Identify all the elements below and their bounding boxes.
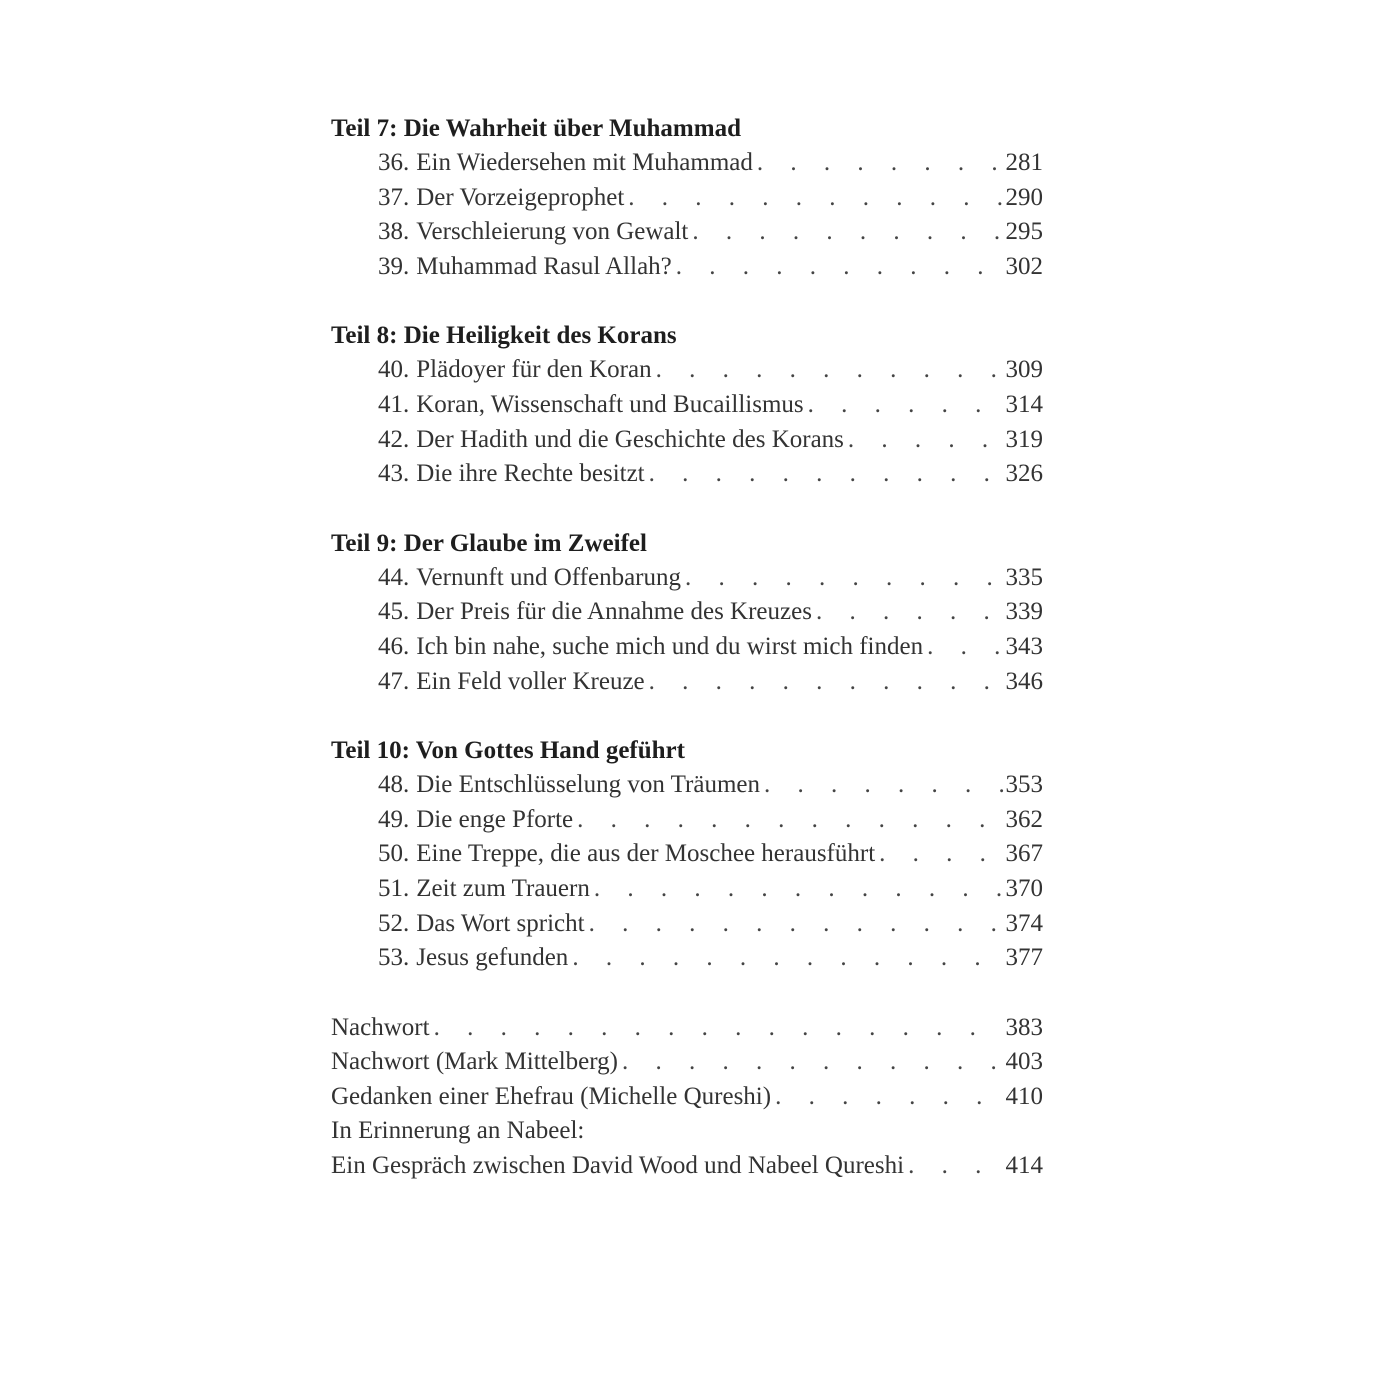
- chapter-number: 37.: [378, 183, 410, 211]
- dot-leader: [688, 215, 1003, 250]
- part-10: [331, 734, 1043, 976]
- chapter-title: Die Entschlüsselung von Träumen: [416, 771, 760, 799]
- dot-leader: [760, 768, 1004, 803]
- toc-entry[interactable]: [331, 215, 1043, 250]
- page-number: 339: [1005, 598, 1043, 626]
- chapter-number: 41.: [378, 390, 410, 418]
- dot-leader: [645, 665, 1004, 700]
- chapter-title: Verschleierung von Gewalt: [416, 218, 689, 246]
- page-number: 362: [1005, 805, 1043, 833]
- page-number: 343: [1005, 632, 1043, 660]
- toc-entry[interactable]: [331, 837, 1043, 872]
- page-number: 314: [1005, 390, 1043, 418]
- chapter-number: 46.: [378, 632, 410, 660]
- dot-leader: [652, 353, 1004, 388]
- part-title: Teil 10: Von Gottes Hand geführt: [331, 737, 685, 765]
- dot-leader: [568, 941, 1003, 976]
- toc-entry[interactable]: [331, 595, 1043, 630]
- chapter-title: Der Vorzeigeprophet: [416, 183, 625, 211]
- page-number: 319: [1005, 425, 1043, 453]
- entry-title: Nachwort (Mark Mittelberg): [331, 1048, 618, 1076]
- part-7: [331, 112, 1043, 284]
- page-number: 326: [1005, 460, 1043, 488]
- dot-leader: [771, 1080, 1003, 1115]
- chapter-title: Der Hadith und die Geschichte des Korans: [416, 425, 844, 453]
- chapter-number: 44.: [378, 563, 410, 591]
- dot-leader: [430, 1011, 1004, 1046]
- toc-entry[interactable]: [331, 872, 1043, 907]
- dot-leader: [645, 457, 1004, 492]
- chapter-title: Koran, Wissenschaft und Bucaillismus: [416, 390, 804, 418]
- toc-entry[interactable]: [331, 250, 1043, 285]
- chapter-number: 45.: [378, 598, 410, 626]
- part-8: [331, 319, 1043, 491]
- page-number: 309: [1005, 356, 1043, 384]
- page-number: 414: [1005, 1152, 1043, 1180]
- part-9: [331, 527, 1043, 699]
- page-number: 346: [1005, 667, 1043, 695]
- chapter-number: 52.: [378, 909, 410, 937]
- toc-entry[interactable]: [331, 630, 1043, 665]
- page-number: 403: [1005, 1048, 1043, 1076]
- page-number: 374: [1005, 909, 1043, 937]
- erinnerung-label: In Erinnerung an Nabeel:: [331, 1117, 585, 1145]
- chapter-number: 53.: [378, 944, 410, 972]
- page-number: 302: [1005, 252, 1043, 280]
- chapter-title: Eine Treppe, die aus der Moschee herausführt: [416, 840, 876, 868]
- chapter-title: Ein Feld voller Kreuze: [416, 667, 645, 695]
- chapter-title: Ich bin nahe, suche mich und du wirst mich finden: [416, 632, 924, 660]
- chapter-title: Der Preis für die Annahme des Kreuzes: [416, 598, 812, 626]
- dot-leader: [844, 423, 1004, 458]
- chapter-title: Das Wort spricht: [416, 909, 585, 937]
- toc-entry[interactable]: [331, 146, 1043, 181]
- dot-leader: [624, 181, 1003, 216]
- part-title: Teil 8: Die Heiligkeit des Korans: [331, 322, 677, 350]
- chapter-title: Die enge Pforte: [416, 805, 574, 833]
- chapter-title: Plädoyer für den Koran: [416, 356, 652, 384]
- dot-leader: [618, 1045, 1004, 1080]
- page-number: 281: [1005, 149, 1043, 176]
- chapter-number: 36.: [378, 149, 410, 176]
- page-number: 370: [1005, 874, 1043, 902]
- toc-entry[interactable]: [331, 423, 1043, 458]
- toc-entry[interactable]: [331, 561, 1043, 596]
- chapter-number: 47.: [378, 667, 410, 695]
- back-matter: [331, 1011, 1043, 1184]
- toc-entry[interactable]: [331, 181, 1043, 216]
- table-of-contents: [331, 112, 1043, 1219]
- entry-title: Gedanken einer Ehefrau (Michelle Qureshi): [331, 1082, 772, 1110]
- toc-entry[interactable]: [331, 388, 1043, 423]
- dot-leader: [681, 561, 1004, 596]
- chapter-number: 51.: [378, 874, 410, 902]
- chapter-number: 38.: [378, 218, 410, 246]
- page-number: 383: [1005, 1013, 1043, 1041]
- toc-entry[interactable]: [331, 907, 1043, 942]
- entry-title: Ein Gespräch zwischen David Wood und Nabeel Qureshi: [331, 1152, 905, 1180]
- toc-entry[interactable]: [331, 665, 1043, 700]
- toc-entry-gedanken[interactable]: [331, 1080, 1043, 1115]
- chapter-title: Die ihre Rechte besitzt: [416, 460, 645, 488]
- chapter-number: 48.: [378, 771, 410, 799]
- dot-leader: [590, 872, 1004, 907]
- toc-entry-nachwort-mark[interactable]: [331, 1045, 1043, 1080]
- chapter-number: 50.: [378, 840, 410, 868]
- page-number: 295: [1005, 218, 1043, 246]
- dot-leader: [812, 595, 1004, 630]
- page-number: 367: [1005, 840, 1043, 868]
- part-title: Teil 9: Der Glaube im Zweifel: [331, 529, 647, 557]
- toc-entry[interactable]: [331, 353, 1043, 388]
- chapter-title: Jesus gefunden: [416, 944, 569, 972]
- toc-entry-gespraech[interactable]: [331, 1149, 1043, 1184]
- dot-leader: [875, 837, 1003, 872]
- chapter-number: 43.: [378, 460, 410, 488]
- chapter-number: 39.: [378, 252, 410, 280]
- chapter-title: Ein Wiedersehen mit Muhammad: [416, 149, 753, 176]
- toc-entry[interactable]: [331, 941, 1043, 976]
- chapter-title: Zeit zum Trauern: [416, 874, 590, 902]
- chapter-number: 42.: [378, 425, 410, 453]
- part-title: Teil 7: Die Wahrheit über Muhammad: [331, 115, 741, 142]
- entry-title: Nachwort: [331, 1013, 430, 1041]
- chapter-title: Vernunft und Offenbarung: [416, 563, 681, 591]
- dot-leader: [573, 803, 1003, 838]
- page-number: 410: [1005, 1082, 1043, 1110]
- chapter-number: 49.: [378, 805, 410, 833]
- page-number: 290: [1005, 183, 1043, 211]
- dot-leader: [753, 146, 1004, 181]
- toc-entry[interactable]: [331, 457, 1043, 492]
- chapter-title: Muhammad Rasul Allah?: [416, 252, 672, 280]
- dot-leader: [804, 388, 1004, 423]
- dot-leader: [923, 630, 1003, 665]
- toc-entry[interactable]: [331, 803, 1043, 838]
- chapter-number: 40.: [378, 356, 410, 384]
- page-number: 335: [1005, 563, 1043, 591]
- dot-leader: [585, 907, 1004, 942]
- toc-entry-nachwort[interactable]: [331, 1011, 1043, 1046]
- dot-leader: [672, 250, 1004, 285]
- dot-leader: [904, 1149, 1003, 1184]
- page-number: 353: [1005, 771, 1043, 799]
- toc-entry[interactable]: [331, 768, 1043, 803]
- page-number: 377: [1005, 944, 1043, 972]
